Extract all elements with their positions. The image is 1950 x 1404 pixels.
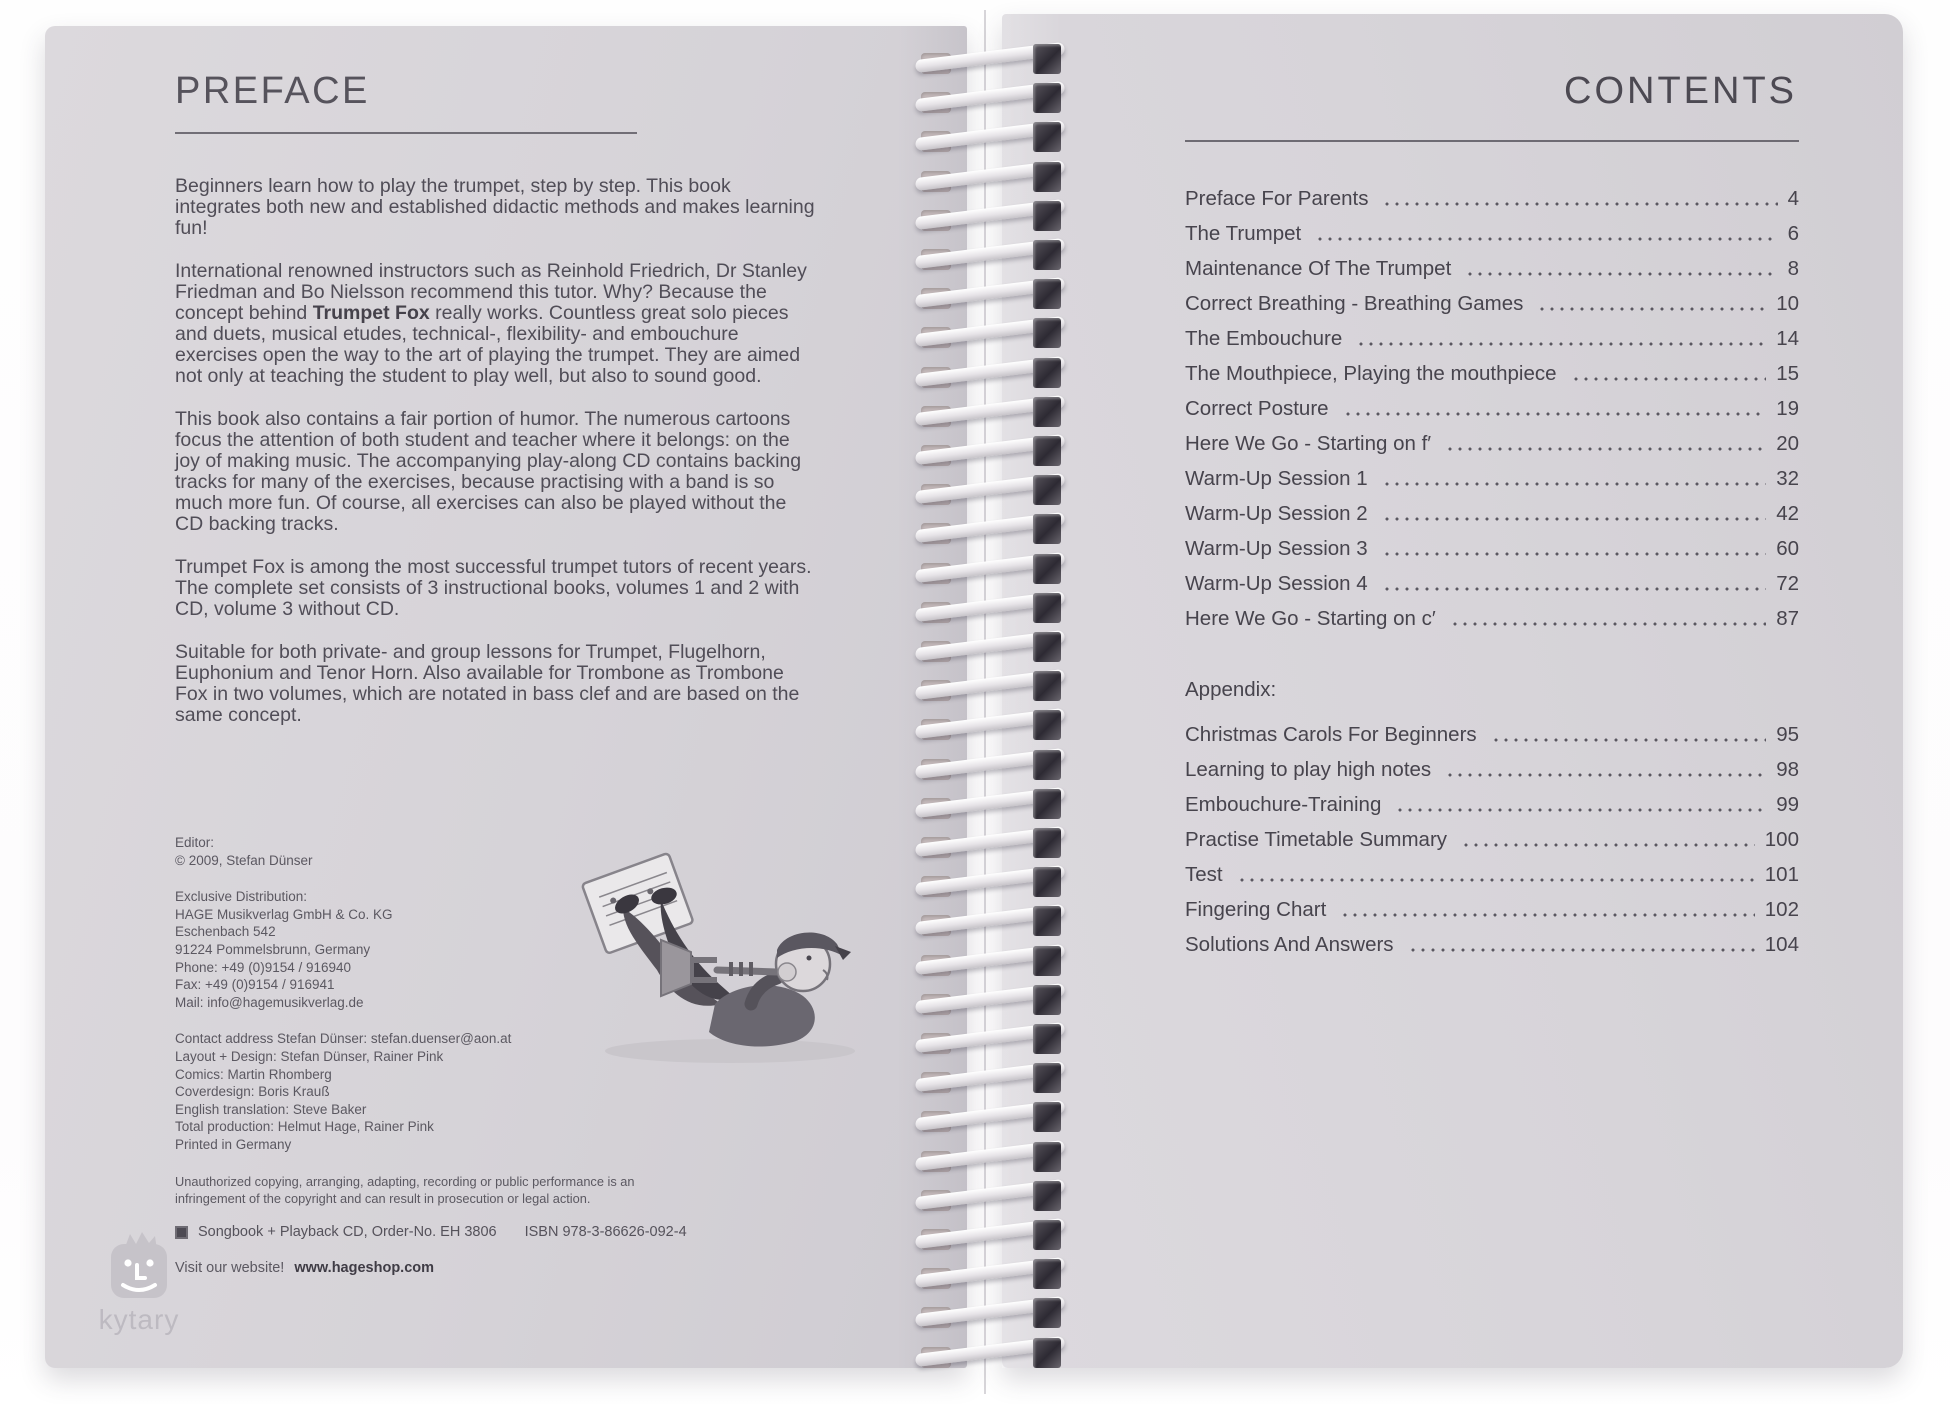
spiral-ring (905, 746, 1075, 782)
toc-item-page: 72 (1776, 572, 1799, 595)
toc-item-page: 32 (1776, 467, 1799, 490)
binding-hole-right (1033, 358, 1061, 388)
distribution-line: Phone: +49 (0)9154 / 916940 (175, 959, 352, 975)
binding-hole-right (1033, 632, 1061, 662)
toc-item-page: 42 (1776, 502, 1799, 525)
toc-item-page: 87 (1776, 607, 1799, 630)
paragraph-text: really works. Countless great solo pieces and duets, musical etudes, technical-, flexibility- and embouchure exercises open the way to the art of playing the trumpet. They are aimed not only at teaching the student to play well, but also to sound good. (175, 302, 801, 387)
toc-item-label: Maintenance Of The Trumpet (1185, 257, 1452, 280)
toc-leader-dots (1382, 552, 1767, 556)
credits-line: Printed in Germany (175, 1136, 292, 1152)
binding-hole-right (1033, 279, 1061, 309)
spiral-ring (905, 1334, 1075, 1370)
isbn-text: ISBN 978-3-86626-092-4 (524, 1224, 687, 1240)
toc-row (1185, 747, 1799, 782)
binding-hole-right (1033, 44, 1061, 74)
credits-line: Contact address Stefan Dünser: stefan.duenser@aon.at (175, 1031, 512, 1047)
binding-hole-right (1033, 789, 1061, 819)
binding-hole-right (1033, 710, 1061, 740)
toc-item-page: 98 (1776, 758, 1799, 781)
toc-item-label: The Trumpet (1185, 222, 1302, 245)
editor-value: © 2009, Stefan Dünser (175, 852, 313, 868)
website-url: www.hageshop.com (294, 1260, 435, 1276)
binding-hole-right (1033, 593, 1061, 623)
toc-item-page: 19 (1776, 397, 1799, 420)
spiral-ring (905, 79, 1075, 115)
toc-item-label: Fingering Chart (1185, 898, 1327, 921)
preface-paragraph-4: Trumpet Fox is among the most successful trumpet tutors of recent years. The complete set consists of 3 instructional books, volumes 1 and 2 with CD, volume 3 without CD. (175, 556, 812, 620)
spiral-ring (905, 706, 1075, 742)
toc-item-label: Warm-Up Session 2 (1185, 502, 1368, 525)
credits-block (175, 1030, 655, 1153)
toc-item-page: 8 (1787, 257, 1799, 280)
toc-item-label: Embouchure-Training (1185, 793, 1382, 816)
binding-hole-right (1033, 946, 1061, 976)
toc-item-page: 60 (1776, 537, 1799, 560)
toc-item-label: Here We Go - Starting on c′ (1185, 607, 1436, 630)
paragraph-bold-text: Trumpet Fox (312, 302, 430, 324)
distribution-line: Mail: info@hagemusikverlag.de (175, 994, 364, 1010)
distribution-line: 91224 Pommelsbrunn, Germany (175, 941, 371, 957)
toc-item-label: Solutions And Answers (1185, 933, 1394, 956)
toc-leader-dots (1382, 482, 1767, 486)
toc-leader-dots (1571, 377, 1767, 381)
preface-paragraph-5: Suitable for both private- and group lessons for Trumpet, Flugelhorn, Euphonium and Tenor Horn. Also available for Trombone as Trombone Fox in two volumes, which are notated in bass clef and are based on the same concept. (175, 641, 800, 726)
spiral-ring (905, 1138, 1075, 1174)
toc-row (1185, 386, 1799, 421)
toc-row (1185, 421, 1799, 456)
copyright-notice: Unauthorized copying, arranging, adapting, recording or public performance is an infringement of the copyright and can result in prosecution or legal action. (175, 1173, 635, 1206)
toc-row (1185, 817, 1799, 852)
binding-hole-right (1033, 1259, 1061, 1289)
binding-hole-right (1033, 1024, 1061, 1054)
binding-hole-right (1033, 201, 1061, 231)
preface-page (45, 26, 967, 1368)
toc-row (1185, 596, 1799, 631)
spiral-ring (905, 275, 1075, 311)
toc-item-page: 101 (1764, 863, 1799, 886)
kytary-logo-icon (104, 1230, 174, 1302)
spiral-ring (905, 1177, 1075, 1213)
toc-item-label: Practise Timetable Summary (1185, 828, 1448, 851)
binding-hole-right (1033, 1102, 1061, 1132)
toc-leader-dots (1315, 237, 1777, 241)
binding-hole-right (1033, 240, 1061, 270)
toc-item-label: Christmas Carols For Beginners (1185, 723, 1477, 746)
spiral-ring (905, 236, 1075, 272)
spiral-ring (905, 354, 1075, 390)
binding-hole-right (1033, 162, 1061, 192)
toc-item-label: Correct Posture (1185, 397, 1329, 420)
toc-item-page: 95 (1776, 723, 1799, 746)
spiral-ring (905, 589, 1075, 625)
toc-item-label: Warm-Up Session 3 (1185, 537, 1368, 560)
binding-hole-right (1033, 397, 1061, 427)
spiral-ring (905, 785, 1075, 821)
credits-line: Coverdesign: Boris Krauß (175, 1084, 330, 1100)
toc-item-page: 104 (1764, 933, 1799, 956)
toc-leader-dots (1445, 447, 1766, 451)
toc-item-page: 14 (1776, 327, 1799, 350)
toc-row (1185, 782, 1799, 817)
spiral-ring (905, 510, 1075, 546)
spiral-ring (905, 942, 1075, 978)
toc-leader-dots (1237, 878, 1755, 882)
toc-item-label: The Mouthpiece, Playing the mouthpiece (1185, 362, 1557, 385)
toc-row (1185, 526, 1799, 561)
spiral-ring (905, 824, 1075, 860)
toc-row (1185, 922, 1799, 957)
toc-row (1185, 561, 1799, 596)
binding-hole-right (1033, 554, 1061, 584)
kytary-watermark (81, 1230, 197, 1336)
spiral-ring (905, 314, 1075, 350)
spiral-ring (905, 1216, 1075, 1252)
toc-row (1185, 852, 1799, 887)
toc-leader-dots (1382, 587, 1767, 591)
toc-item-label: Here We Go - Starting on f′ (1185, 432, 1432, 455)
toc-item-page: 6 (1787, 222, 1799, 245)
toc-leader-dots (1491, 738, 1767, 742)
toc-leader-dots (1382, 517, 1767, 521)
spiral-ring (905, 432, 1075, 468)
toc-row (1185, 456, 1799, 491)
toc-leader-dots (1395, 808, 1766, 812)
toc-row (1185, 176, 1799, 211)
distribution-line: HAGE Musikverlag GmbH & Co. KG (175, 906, 393, 922)
spiral-ring (905, 550, 1075, 586)
preface-paragraph-1: Beginners learn how to play the trumpet, step by step. This book integrates both new and established didactic methods and makes learning fun! (175, 175, 815, 239)
credits-line: Comics: Martin Rhomberg (175, 1066, 332, 1082)
spiral-binding (905, 0, 1075, 1404)
toc-item-label: The Embouchure (1185, 327, 1343, 350)
binding-hole-right (1033, 1338, 1061, 1368)
toc-item-page: 15 (1776, 362, 1799, 385)
order-number-text: Songbook + Playback CD, Order-No. EH 3806 (198, 1224, 497, 1240)
preface-paragraph-2 (175, 261, 815, 387)
binding-hole-right (1033, 318, 1061, 348)
toc-row (1185, 281, 1799, 316)
spiral-ring (905, 1294, 1075, 1330)
toc-item-label: Warm-Up Session 1 (1185, 467, 1368, 490)
toc-item-page: 20 (1776, 432, 1799, 455)
spiral-ring (905, 471, 1075, 507)
credits-line: English translation: Steve Baker (175, 1101, 367, 1117)
spiral-ring (905, 118, 1075, 154)
editor-block (175, 834, 655, 869)
contents-title: CONTENTS (1564, 70, 1797, 112)
toc-item-label: Warm-Up Session 4 (1185, 572, 1368, 595)
binding-hole-right (1033, 985, 1061, 1015)
spiral-ring (905, 1098, 1075, 1134)
binding-hole-right (1033, 671, 1061, 701)
spiral-ring (905, 1255, 1075, 1291)
toc-row (1185, 712, 1799, 747)
binding-hole-right (1033, 828, 1061, 858)
website-line (175, 1260, 434, 1276)
binding-hole-right (1033, 867, 1061, 897)
binding-hole-right (1033, 1181, 1061, 1211)
editor-label: Editor: (175, 835, 215, 850)
binding-hole-right (1033, 122, 1061, 152)
toc-leader-dots (1343, 412, 1767, 416)
toc-leader-dots (1465, 272, 1777, 276)
preface-title-rule (175, 132, 637, 134)
toc-item-page: 4 (1787, 187, 1799, 210)
spiral-ring (905, 1020, 1075, 1056)
toc-row (1185, 887, 1799, 922)
toc-item-page: 100 (1764, 828, 1799, 851)
preface-paragraph-3: This book also contains a fair portion of humor. The numerous cartoons focus the attention of both student and teacher where it belongs: on the joy of making music. The accompanying play-along CD contains backing tracks for many of the exercises, because practising with a band is so much more fun. Of course, all exercises can also be played without the CD backing tracks. (175, 408, 802, 535)
distribution-line: Fax: +49 (0)9154 / 916941 (175, 977, 335, 993)
toc-leader-dots (1340, 913, 1754, 917)
spiral-ring (905, 667, 1075, 703)
toc-leader-dots (1450, 622, 1766, 626)
binding-hole-right (1033, 83, 1061, 113)
spiral-ring (905, 158, 1075, 194)
toc-row (1185, 351, 1799, 386)
toc-row (1185, 246, 1799, 281)
binding-hole-right (1033, 906, 1061, 936)
binding-hole-right (1033, 1142, 1061, 1172)
credits-line: Layout + Design: Stefan Dünser, Rainer Pink (175, 1048, 444, 1064)
spiral-ring (905, 902, 1075, 938)
toc-item-page: 99 (1776, 793, 1799, 816)
spiral-ring (905, 393, 1075, 429)
website-label: Visit our website! (175, 1260, 285, 1276)
spiral-ring (905, 40, 1075, 76)
preface-title: PREFACE (175, 70, 370, 112)
credits-line: Total production: Helmut Hage, Rainer Pink (175, 1119, 434, 1135)
appendix-heading: Appendix: (1185, 678, 1277, 701)
toc-leader-dots (1382, 202, 1777, 206)
toc-row (1185, 316, 1799, 351)
paragraph-text: International renowned instructors such as Reinhold Friedrich, Dr Stanley Friedman and Bo Nielsson recommend this tutor. Why? Because the concept behind (175, 260, 807, 324)
toc-leader-dots (1461, 843, 1755, 847)
binding-hole-right (1033, 1063, 1061, 1093)
contents-title-rule (1185, 140, 1799, 142)
toc-leader-dots (1445, 773, 1766, 777)
toc-item-page: 10 (1776, 292, 1799, 315)
toc-item-label: Preface For Parents (1185, 187, 1369, 210)
contents-page (1002, 14, 1903, 1368)
appendix-table-of-contents (1185, 712, 1799, 957)
order-info-line (175, 1224, 687, 1240)
toc-leader-dots (1537, 307, 1766, 311)
distribution-line: Exclusive Distribution: (175, 889, 308, 905)
binding-hole-right (1033, 514, 1061, 544)
toc-leader-dots (1356, 342, 1766, 346)
preface-body (175, 176, 815, 748)
spiral-ring (905, 1059, 1075, 1095)
table-of-contents (1185, 176, 1799, 631)
kytary-watermark-text: kytary (98, 1304, 180, 1335)
distribution-block (175, 888, 655, 1011)
binding-hole-right (1033, 1220, 1061, 1250)
binding-hole-right (1033, 750, 1061, 780)
toc-item-label: Test (1185, 863, 1223, 886)
toc-item-label: Correct Breathing - Breathing Games (1185, 292, 1524, 315)
toc-item-label: Learning to play high notes (1185, 758, 1432, 781)
imprint-block (175, 834, 655, 1226)
binding-hole-right (1033, 436, 1061, 466)
spiral-ring (905, 863, 1075, 899)
toc-leader-dots (1408, 948, 1755, 952)
distribution-line: Eschenbach 542 (175, 924, 276, 940)
spiral-ring (905, 197, 1075, 233)
spiral-ring (905, 981, 1075, 1017)
binding-hole-right (1033, 1298, 1061, 1328)
spiral-ring (905, 628, 1075, 664)
binding-hole-right (1033, 475, 1061, 505)
toc-item-page: 102 (1764, 898, 1799, 921)
toc-row (1185, 491, 1799, 526)
toc-row (1185, 211, 1799, 246)
